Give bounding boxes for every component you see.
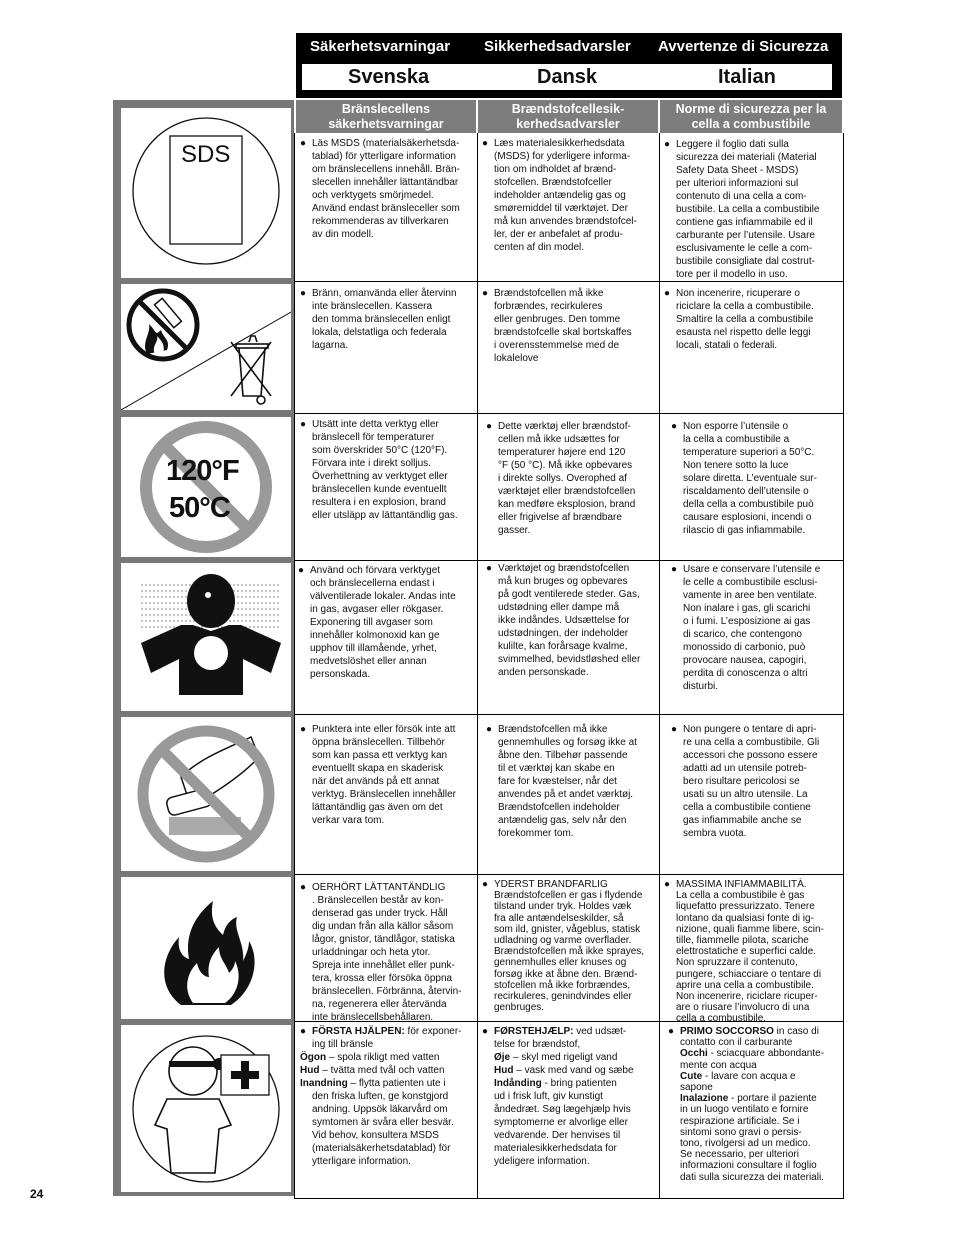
table-row-cell <box>671 563 848 693</box>
table-row-cell <box>671 723 848 840</box>
temp-celsius-label: 50°C <box>169 492 230 524</box>
language-sv: Svenska <box>348 66 430 88</box>
warning-text: Inandning – flytta patienten ute i den friska luften, ge konstgjord andning. Uppsök läkarvård om symtomen är svåra eller besvär. Vid behov, konsultera MSDS (materialsäkerhetsdatablad) för ytterligare information. <box>300 1078 454 1167</box>
bullet: ● <box>664 139 671 150</box>
bullet: ● <box>671 724 678 735</box>
bullet: ● <box>300 288 307 299</box>
column-header-it <box>660 100 842 133</box>
column-header-da <box>478 100 658 133</box>
table-row-cell <box>298 564 482 681</box>
table-row-cell <box>486 562 664 679</box>
ventilation-warning-icon <box>121 563 291 711</box>
bullet: ● <box>664 288 671 299</box>
warning-text: Læs materialesikkerhedsdata (MSDS) for yderligere informa- tion om indholdet af brænd- stofcellen. Brændstofceller indeholder antændelig gas og smøremiddel til værktøjet. Der må kun anvendes brændstofcel- ler, der er anbefalet af produ- centen af din model. <box>494 138 637 253</box>
bullet: ● <box>300 138 307 149</box>
page-header <box>296 33 842 98</box>
flame-icon <box>121 877 291 1019</box>
bullet: ● <box>671 564 678 575</box>
warning-text: OERHÖRT LÄTTANTÄNDLIG . Bränslecellen består av kon- denserad gas under tryck. Håll dig undan från alla källor såsom lågor, gnistor, tändlågor, statiska urladdningar och heta ytor. Spreja inte innehållet eller punk- tera, krossa eller försöka öppna bränslecellen. Förbränna, återvin- na, regenerera eller återvända inte bränslecellsbehållaren. <box>312 882 462 1023</box>
first-aid-cell-da <box>482 1025 664 1168</box>
column-header-it-line1: Norme di sicurezza per la <box>675 101 827 116</box>
bullet: ● <box>482 288 489 299</box>
warning-text: Non incenerire, ricuperare o riciclare la cella a combustibile. Smaltire la cella a combustibile esausta nel rispetto delle leggi locali, statali o federali. <box>676 288 814 351</box>
column-header-sv-line2: säkerhetsvarningar <box>328 116 444 131</box>
table-row-cell <box>664 287 848 352</box>
column-header-it-line2: cella a combustibile <box>691 116 811 131</box>
temp-fahrenheit-label: 120°F <box>166 455 239 487</box>
row-divider <box>294 874 844 875</box>
bullet: ● <box>486 563 493 574</box>
bullet: ● <box>486 724 493 735</box>
warning-text: FÖRSTA HJÄLPEN: för exponer- ing till bränsle <box>312 1026 462 1050</box>
warning-text: Usare e conservare l’utensile e le celle a combustibile esclusi- vamente in aree ben ventilate. Non inalare i gas, gli scarichi o i fumi. L’esposizione ai gas di scarico, che contengono monossido di carbonio, può provocare nausea, capogiri, perdita di conoscenza o altri disturbi. <box>683 564 821 692</box>
no-burn-recycle-icon <box>121 284 291 410</box>
bullet: ● <box>671 421 678 432</box>
warning-text: PRIMO SOCCORSO in caso di contatto con il carburante <box>680 1026 819 1049</box>
warning-text: Brændstofcellen må ikke gennemhulles og forsøg ikke at åbne den. Tilbehør passende til et værktøj kan skabe en fare for kvæstelser, når det anvendes på et andet værktøj. Brændstofcellen indeholder antændelig gas, selv når den forekommer tom. <box>498 724 637 839</box>
temperature-limit-icon <box>121 417 291 557</box>
table-row-cell <box>664 879 848 1025</box>
row-divider <box>294 413 844 414</box>
warning-text: Hud – vask med vand og sæbe <box>494 1065 634 1076</box>
bullet: ● <box>300 419 307 430</box>
column-header-da-line2: kerhedsadvarsler <box>516 116 620 131</box>
first-aid-icon <box>121 1025 291 1192</box>
table-row-cell <box>300 881 484 1024</box>
warning-text: Punktera inte eller försök inte att öppna bränslecellen. Tillbehör som kan passa ett verktyg kan eventuellt skapa en skaderisk när det används på ett annat verktyg. Bränslecellen innehåller lättantändlig gas även om det verkar vara tom. <box>312 724 456 826</box>
warning-text: Ögon – spola rikligt med vatten <box>300 1052 440 1063</box>
column-header-sv <box>296 100 476 133</box>
table-row-cell <box>482 879 664 1013</box>
no-puncture-icon <box>121 717 291 871</box>
table-row-cell <box>664 138 848 281</box>
sds-label: SDS <box>181 141 231 168</box>
warning-text: Værktøjet og brændstofcellen må kun bruges og opbevares på godt ventilerede steder. Gas, udstødning eller dampe må ikke indåndes. Udsættelse for udstødningen, der indeholder kulilte, kan forårsage kvalme, svimmelhed, bevidstløshed eller anden personskade. <box>498 563 641 678</box>
bullet: ● <box>300 882 307 893</box>
bullet: ● <box>482 138 489 149</box>
header-title-it: Avvertenze di Sicurezza <box>658 38 829 55</box>
table-row-cell <box>300 137 482 241</box>
header-title-sv: Säkerhetsvarningar <box>310 38 451 55</box>
bullet: ● <box>300 724 307 735</box>
table-row-cell <box>300 723 482 827</box>
table-row-cell <box>300 418 482 522</box>
language-da: Dansk <box>537 66 598 88</box>
warning-text: Dette værktøj eller brændstof- cellen må ikke udsættes for temperaturer højere end 120 °F (50 °C). Må ikke opbevares i direkte sollys. Overophed af værktøjet eller brændstofcellen kan medføre eksplosion, brand eller frigivelse af brændbare gasser. <box>498 421 636 536</box>
warning-text: FØRSTEHJÆLP: ved udsæt- telse for brændstof, <box>494 1026 627 1050</box>
warning-text: Non esporre l’utensile o la cella a combustibile a temperature superiori a 50°C. Non tenere sotto la luce solare diretta. L’eventuale sur- riscaldamento dell’utensile o della cella a combustibile può causare esplosioni, incendi o rilascio di gas infiammabile. <box>683 421 817 536</box>
page-number: 24 <box>30 1187 44 1201</box>
column-header-sv-line1: Bränslecellens <box>341 101 431 116</box>
first-aid-cell-it <box>668 1026 850 1183</box>
warning-text: MASSIMA INFIAMMABILITÀ. La cella a combustibile è gas liquefatto pressurizzato. Tenere lontano da qualsiasi fonte di ig- nizione, quali fiamme libere, scin- tille, fiammelle pilota, scariche elettrostatiche e superfici calde. Non spruzzare il contenuto, pungere, schiacciare o tentare di aprire una cella a combustibile. Non incenerire, riciclare ricuper- are o riusare l’involucro di una cella a combustibile. <box>676 879 824 1025</box>
first-aid-cell-sv <box>300 1025 484 1168</box>
bullet: ● <box>482 1026 489 1037</box>
table-row-cell <box>671 420 848 537</box>
warning-text: Inalazione - portare il paziente in un luogo ventilato e fornire respirazione artificiale. Se i sintomi sono gravi o persis- tono, rivolgersi ad un medico. Se necessario, per ulteriori informazioni consultare il foglio dati sulla sicurezza dei materiali. <box>680 1093 824 1183</box>
table-row-cell <box>482 137 664 254</box>
row-divider <box>294 714 844 715</box>
table-row-cell <box>486 723 664 840</box>
warning-text: Leggere il foglio dati sulla sicurezza dei materiali (Material Safety Data Sheet - MSDS) per ulteriori informazioni sul contenuto di una cella a com- bustibile. La cella a combustibile contiene gas infiammabile ed il carburante per l’utensile. Usare esclusivamente le celle a com- bustibile consigliate dal costrut- tore per il modello in uso. <box>676 139 820 280</box>
language-bar <box>302 64 832 90</box>
warning-text: YDERST BRANDFARLIG Brændstofcellen er gas i flydende tilstand under tryk. Holdes væk fra alle antændelseskilder, så som ild, gnister, vågeblus, statisk udladning og varme overflader. Brændstofcellen må ikke sprayes, gennemhulles eller knuses og forsøg ikke at åbne den. Brænd- stofcellen må ikke forbrændes, recirkuleres, genindvindes eller genbruges. <box>494 879 645 1014</box>
bullet: ● <box>300 1026 307 1037</box>
warning-text: Non pungere o tentare di apri- re una cella a combustibile. Gli accessori che possono essere adatti ad un utensile potreb- bero risultare pericolosi se usati su un altro utensile. La cella a combustibile contiene gas infiammabile anche se sembra vuota. <box>683 724 820 839</box>
warning-text: Hud – tvätta med tvål och vatten <box>300 1065 445 1076</box>
warning-text: Läs MSDS (materialsäkerhetsda- tablad) för ytterligare information om bränslecellens innehåll. Brän- slecellen innehåller lättantändbar och verktygets smörjmedel. Använd endast bränsleceller som rekommenderas av tillverkaren av din modell. <box>312 138 460 240</box>
warning-text: Utsätt inte detta verktyg eller bränslecell för temperaturer som överskrider 50°C (120°F). Förvara inte i direkt solljus. Överhettning av verktyget eller bränslecellen kunde eventuellt resultera i en explosion, brand eller utsläpp av lättantändlig gas. <box>312 419 458 521</box>
row-divider <box>294 560 844 561</box>
bullet: ● <box>668 1026 675 1037</box>
header-title-da: Sikkerhedsadvarsler <box>484 38 631 55</box>
bullet: ● <box>664 879 671 890</box>
table-row-cell <box>300 287 482 352</box>
warning-text: Occhi - sciacquare abbondante- mente con acqua <box>680 1048 824 1071</box>
warning-text: Indånding - bring patienten ud i frisk luft, giv kunstigt åndedræt. Søg lægehjælp hvis symptomerne er alvorlige eller vedvarende. Der henvises til materialesikkerhedsdata for ydeligere information. <box>494 1078 631 1167</box>
warning-text: Cute - lavare con acqua e sapone <box>680 1070 796 1094</box>
bullet: ● <box>482 879 489 890</box>
warning-text: Brændstofcellen må ikke forbrændes, recirkuleres eller genbruges. Den tomme brændstofcelle skal bortskaffes i overensstemmelse med de lokalelove <box>494 288 632 364</box>
warning-text: Bränn, omanvända eller återvinn inte bränslecellen. Kassera den tomma bränslecellen enligt lokala, delstatliga och federala lagarna. <box>312 288 457 351</box>
warning-text: Använd och förvara verktyget och bränslecellerna endast i välventilerade lokaler. Andas inte in gas, avgaser eller rökgaser. Exponering till avgaser som innehåller kolmonoxid kan ge upphov till illamående, yrhet, medvetslöshet eller annan personskada. <box>310 565 456 680</box>
column-header-da-line1: Brændstofcellesik- <box>511 101 625 116</box>
table-row-cell <box>482 287 664 365</box>
bullet: ● <box>486 421 493 432</box>
bullet: ● <box>298 565 305 576</box>
warning-text: Øje – skyl med rigeligt vand <box>494 1052 618 1063</box>
table-row-cell <box>486 420 664 537</box>
language-it: Italian <box>718 66 776 88</box>
sds-icon <box>121 108 291 278</box>
row-divider <box>294 281 844 282</box>
